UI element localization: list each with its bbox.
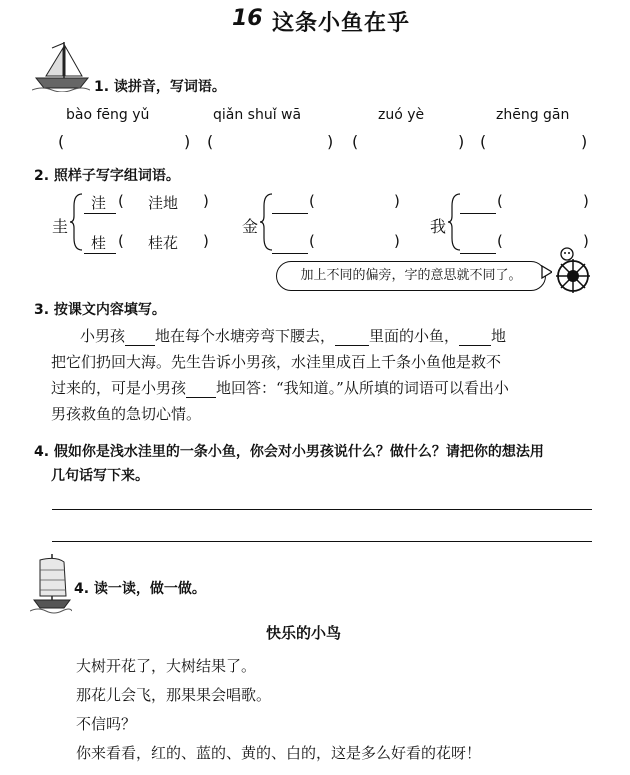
- fill-line-3: 过来的，可是小男孩 地回答：“我知道。”从所填的词语可以看出小: [51, 379, 509, 397]
- sailboat-icon: [32, 40, 90, 92]
- derived-word-1: 洼地: [148, 194, 179, 212]
- root-char-1: 圭: [52, 217, 69, 236]
- derived-word-2: 桂花: [148, 234, 179, 252]
- answer-box-1-close: ): [184, 132, 191, 151]
- brace: [70, 192, 84, 252]
- page-title: 这条小鱼在乎: [272, 10, 411, 36]
- answer-box-3-open: (: [352, 132, 359, 151]
- poem-title: 快乐的小鸟: [266, 624, 342, 642]
- tip-bubble: 加上不同的偏旁，字的意思就不同了。: [276, 261, 546, 291]
- pinyin-4: zhēng gān: [496, 107, 570, 123]
- question-3-label: 3. 按课文内容填写。: [34, 302, 166, 318]
- answer-box-2-open: (: [207, 132, 214, 151]
- fill-line-2: 把它们扔回大海。先生告诉小男孩，水洼里成百上千条小鱼他是救不: [51, 353, 502, 371]
- question-1-label: 1. 读拼音，写词语。: [94, 79, 226, 95]
- answer-box-4-close: ): [581, 132, 588, 151]
- sailboat-icon: [30, 552, 72, 614]
- poem-line-1: 大树开花了，大树结果了。: [76, 657, 257, 675]
- root-char-2: 金: [242, 217, 259, 236]
- pinyin-2: qiǎn shuǐ wā: [213, 107, 302, 123]
- mascot-icon: [550, 246, 596, 294]
- question-5-label: 4. 读一读，做一做。: [74, 581, 206, 597]
- answer-box-3-close: ): [458, 132, 465, 151]
- question-4-label-cont: 几句话写下来。: [51, 468, 149, 484]
- root-char-3: 我: [430, 217, 447, 236]
- brace: [260, 192, 274, 252]
- answer-box-4-open: (: [480, 132, 487, 151]
- lesson-number: 16: [232, 6, 263, 31]
- brace: [448, 192, 462, 252]
- answer-line-1[interactable]: [52, 509, 592, 510]
- derived-char-2: 桂: [91, 234, 107, 252]
- pinyin-3: zuó yè: [378, 107, 425, 123]
- answer-box-1-open: (: [58, 132, 65, 151]
- answer-box-2-close: ): [327, 132, 334, 151]
- poem-line-3: 不信吗？: [76, 715, 137, 733]
- question-4-label: 4. 假如你是浅水洼里的一条小鱼，你会对小男孩说什么？做什么？请把你的想法用: [34, 444, 544, 460]
- answer-line-2[interactable]: [52, 541, 592, 542]
- pinyin-1: bào fēng yǔ: [66, 107, 150, 123]
- question-2-label: 2. 照样子写字组词语。: [34, 168, 180, 184]
- poem-line-4: 你来看看，红的、蓝的、黄的、白的，这是多么好看的花呀！: [76, 744, 482, 762]
- fill-line-1: 小男孩 地在每个水塘旁弯下腰去， 里面的小鱼， 地: [80, 327, 507, 345]
- derived-char-1: 洼: [91, 194, 107, 212]
- fill-line-4: 男孩救鱼的急切心情。: [51, 405, 202, 423]
- poem-line-2: 那花儿会飞，那果果会唱歌。: [76, 686, 272, 704]
